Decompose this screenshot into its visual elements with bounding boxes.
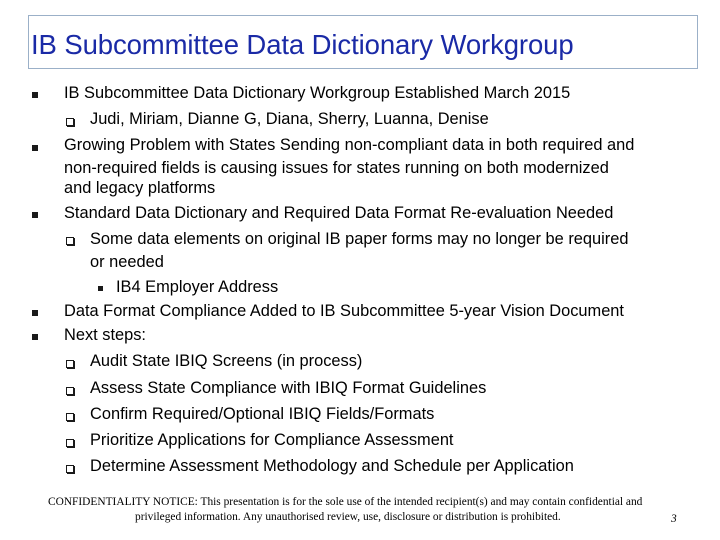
sub-bullet-text: Judi, Miriam, Dianne G, Diana, Sherry, Luanna, Denise — [90, 110, 489, 128]
sub-sub-bullet-icon — [98, 286, 103, 291]
bullet-icon — [32, 310, 38, 316]
bullet-text-continued: non-required fields is causing issues for states running on both modernized — [64, 159, 609, 177]
sub-bullet-icon — [66, 118, 74, 126]
bullet-text: IB Subcommittee Data Dictionary Workgroup Established March 2015 — [64, 84, 571, 102]
sub-bullet-icon — [66, 413, 74, 421]
bullet-icon — [32, 92, 38, 98]
bullet-text: Growing Problem with States Sending non-compliant data in both required and — [64, 136, 635, 154]
sub-bullet-text-continued: or needed — [90, 253, 164, 271]
sub-bullet-text: Audit State IBIQ Screens (in process) — [90, 352, 363, 370]
sub-bullet-text: Confirm Required/Optional IBIQ Fields/Formats — [90, 405, 435, 423]
sub-bullet-text: Some data elements on original IB paper forms may no longer be required — [90, 230, 629, 248]
bullet-text-continued: and legacy platforms — [64, 179, 216, 197]
sub-bullet-text: Determine Assessment Methodology and Schedule per Application — [90, 457, 574, 475]
sub-bullet-icon — [66, 360, 74, 368]
bullet-icon — [32, 145, 38, 151]
sub-bullet-text: Prioritize Applications for Compliance Assessment — [90, 431, 454, 449]
sub-sub-bullet-text: IB4 Employer Address — [116, 278, 279, 296]
bullet-text: Next steps: — [64, 326, 146, 344]
slide-title: IB Subcommittee Data Dictionary Workgroup — [31, 29, 574, 60]
bullet-icon — [32, 334, 38, 340]
sub-bullet-text: Assess State Compliance with IBIQ Format Guidelines — [90, 379, 487, 397]
confidentiality-notice-line-2: privileged information. Any unauthorised review, use, disclosure or distribution is prohibited. — [135, 511, 561, 523]
sub-bullet-icon — [66, 439, 74, 447]
bullet-text: Standard Data Dictionary and Required Data Format Re-evaluation Needed — [64, 204, 614, 222]
bullet-text: Data Format Compliance Added to IB Subcommittee 5-year Vision Document — [64, 302, 624, 320]
page-number: 3 — [671, 513, 677, 525]
confidentiality-notice-line-1: CONFIDENTIALITY NOTICE: This presentation is for the sole use of the intended recipient(s) and may contain confidential and — [48, 496, 643, 508]
sub-bullet-icon — [66, 387, 74, 395]
sub-bullet-icon — [66, 465, 74, 473]
bullet-icon — [32, 212, 38, 218]
sub-bullet-icon — [66, 237, 74, 245]
